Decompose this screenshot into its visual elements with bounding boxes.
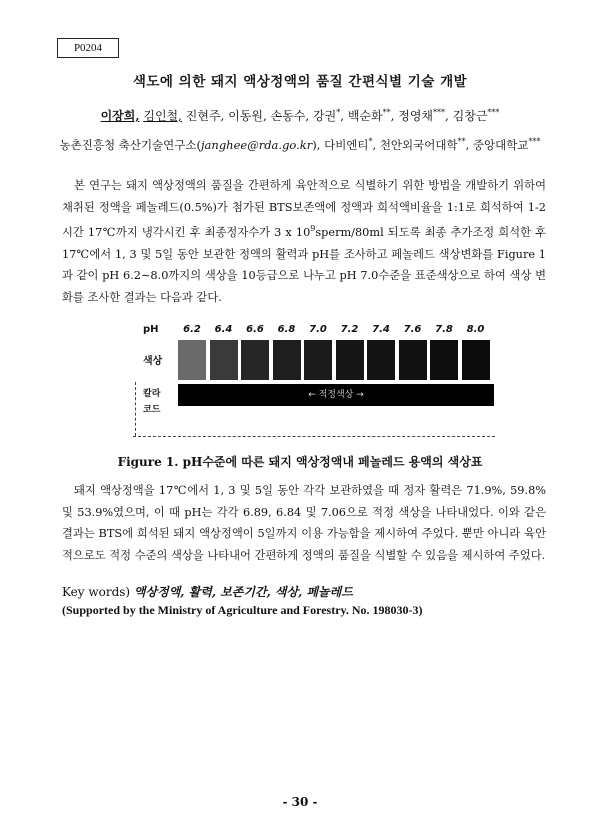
- ph-value-label: 6.2: [183, 324, 201, 335]
- page-number: - 30 -: [282, 795, 318, 809]
- author-rest-1: 진현주, 이동원, 손동수, 강권: [181, 109, 337, 123]
- author-list: [0, 107, 600, 124]
- author-rest-2: , 백순화: [340, 109, 383, 123]
- optimal-color-band: ← 적정색상 →: [178, 384, 494, 406]
- color-swatch: [304, 340, 332, 380]
- author-1: 이장희,: [100, 109, 140, 123]
- figure-ph-label: pH: [143, 324, 159, 335]
- color-swatch: [462, 340, 490, 380]
- results-text: 돼지 액상정액을 17℃에서 1, 3 및 5일 동안 각각 보관하였을 때 정자 활력은 71.9%, 59.8% 및 53.9%였으며, 이 때 pH는 각각 6.89, 6.84 및 7.06으로 적정 색상을 나타내었다. 이와 같은 결과는 BTS에 희석된 돼지 액상정액이 5일까지 이용 가능함을 제시하여 주었다. 뿐만 아니라 육안적으로도 적정 수준의 색상을 나타내어 간편하게 정액의 품질을 식별할 수 있음을 제시하여 주었다.: [62, 484, 546, 562]
- color-swatch: [210, 340, 238, 380]
- author-2: 김인철,: [143, 109, 182, 123]
- keywords-terms: 액상정액, 활력, 보존기간, 색상, 페놀레드: [133, 585, 353, 599]
- paper-code-box: P0204: [57, 38, 119, 58]
- figure-caption: Figure 1. pH수준에 따른 돼지 액상정액내 페놀레드 용액의 색상표: [117, 455, 483, 469]
- figure-dashed-border-left: [135, 382, 136, 436]
- abstract-paragraph: [62, 175, 546, 308]
- abstract-exponent: 9: [310, 224, 316, 234]
- author-mark-4: ***: [487, 108, 500, 117]
- affil-part-3: , 천안외국어대학: [372, 138, 458, 152]
- keywords-label: Key words): [62, 585, 131, 599]
- author-rest-4: , 김창근: [445, 109, 488, 123]
- ph-value-label: 7.8: [435, 324, 453, 335]
- abstract-text-b: sperm/80ml 되도록 최종 추가조정 희석한 후 17℃에서 1, 3 및 5일 동안 보관한 정액의 활력과 pH를 조사하고 페놀레드 색상변화를 Figure 1과 같이 pH 6.2∼8.0까지의 색상을 10등급으로 나누고 pH 7.0수준을 표준색상으로 하여 색상 변화를 조사한 결과는 다음과 같다.: [62, 225, 547, 304]
- affil-mark-2: **: [457, 137, 466, 147]
- ph-value-label: 7.4: [372, 324, 390, 335]
- figure-code-label-2: 코드: [143, 405, 161, 415]
- affil-part-1: 농촌진흥청 축산기술연구소(: [59, 138, 201, 152]
- ph-color-figure: [133, 316, 495, 440]
- funding-note: (Supported by the Ministry of Agriculture and Forestry. No. 198030-3): [62, 603, 423, 617]
- ph-value-label: 7.6: [403, 324, 422, 335]
- abstract-text-a: 본 연구는 돼지 액상정액의 품질을 간편하게 육안적으로 식별하기 위한 방법을 개발하기 위하여 채취된 정액을 페놀레드(0.5%)가 첨가된 BTS보존액에 정액과 희석액비율을 1:1로 희석하여 1-2시간 17℃까지 냉각시킨 후 최종정자수가 3 x 10: [62, 179, 546, 239]
- color-swatch: [273, 340, 301, 380]
- ph-value-label: 6.4: [214, 324, 233, 335]
- affil-mark-3: ***: [528, 137, 541, 147]
- author-mark-3: ***: [433, 108, 445, 117]
- keywords-line: [62, 583, 546, 600]
- color-swatch: [241, 340, 269, 380]
- color-swatch: [178, 340, 206, 380]
- color-swatch: [367, 340, 395, 380]
- affil-email: janghee@rda.go.kr: [200, 138, 313, 152]
- author-mark-1: *: [336, 108, 341, 117]
- color-swatch: [430, 340, 458, 380]
- color-swatch: [336, 340, 364, 380]
- author-mark-2: **: [382, 108, 391, 117]
- figure-code-label-1: 칼라: [143, 389, 161, 399]
- affil-mark-1: *: [368, 137, 373, 147]
- results-paragraph: [62, 480, 546, 566]
- ph-value-label: 8.0: [466, 324, 485, 335]
- ph-value-label: 7.2: [340, 324, 359, 335]
- affil-part-4: , 중앙대학교: [465, 138, 529, 152]
- author-rest-3: , 정영채: [390, 109, 433, 123]
- ph-value-label: 6.6: [246, 324, 264, 335]
- figure-dashed-border-bottom: [133, 436, 495, 437]
- ph-value-label: 6.8: [277, 324, 296, 335]
- ph-value-label: 7.0: [309, 324, 327, 335]
- color-swatch: [399, 340, 427, 380]
- figure-color-label: 색상: [143, 356, 163, 367]
- affil-part-2: ), 다비엔티: [312, 138, 369, 152]
- paper-title: 색도에 의한 돼지 액상정액의 품질 간편식별 기술 개발: [132, 74, 468, 90]
- affiliation-line: [0, 137, 600, 153]
